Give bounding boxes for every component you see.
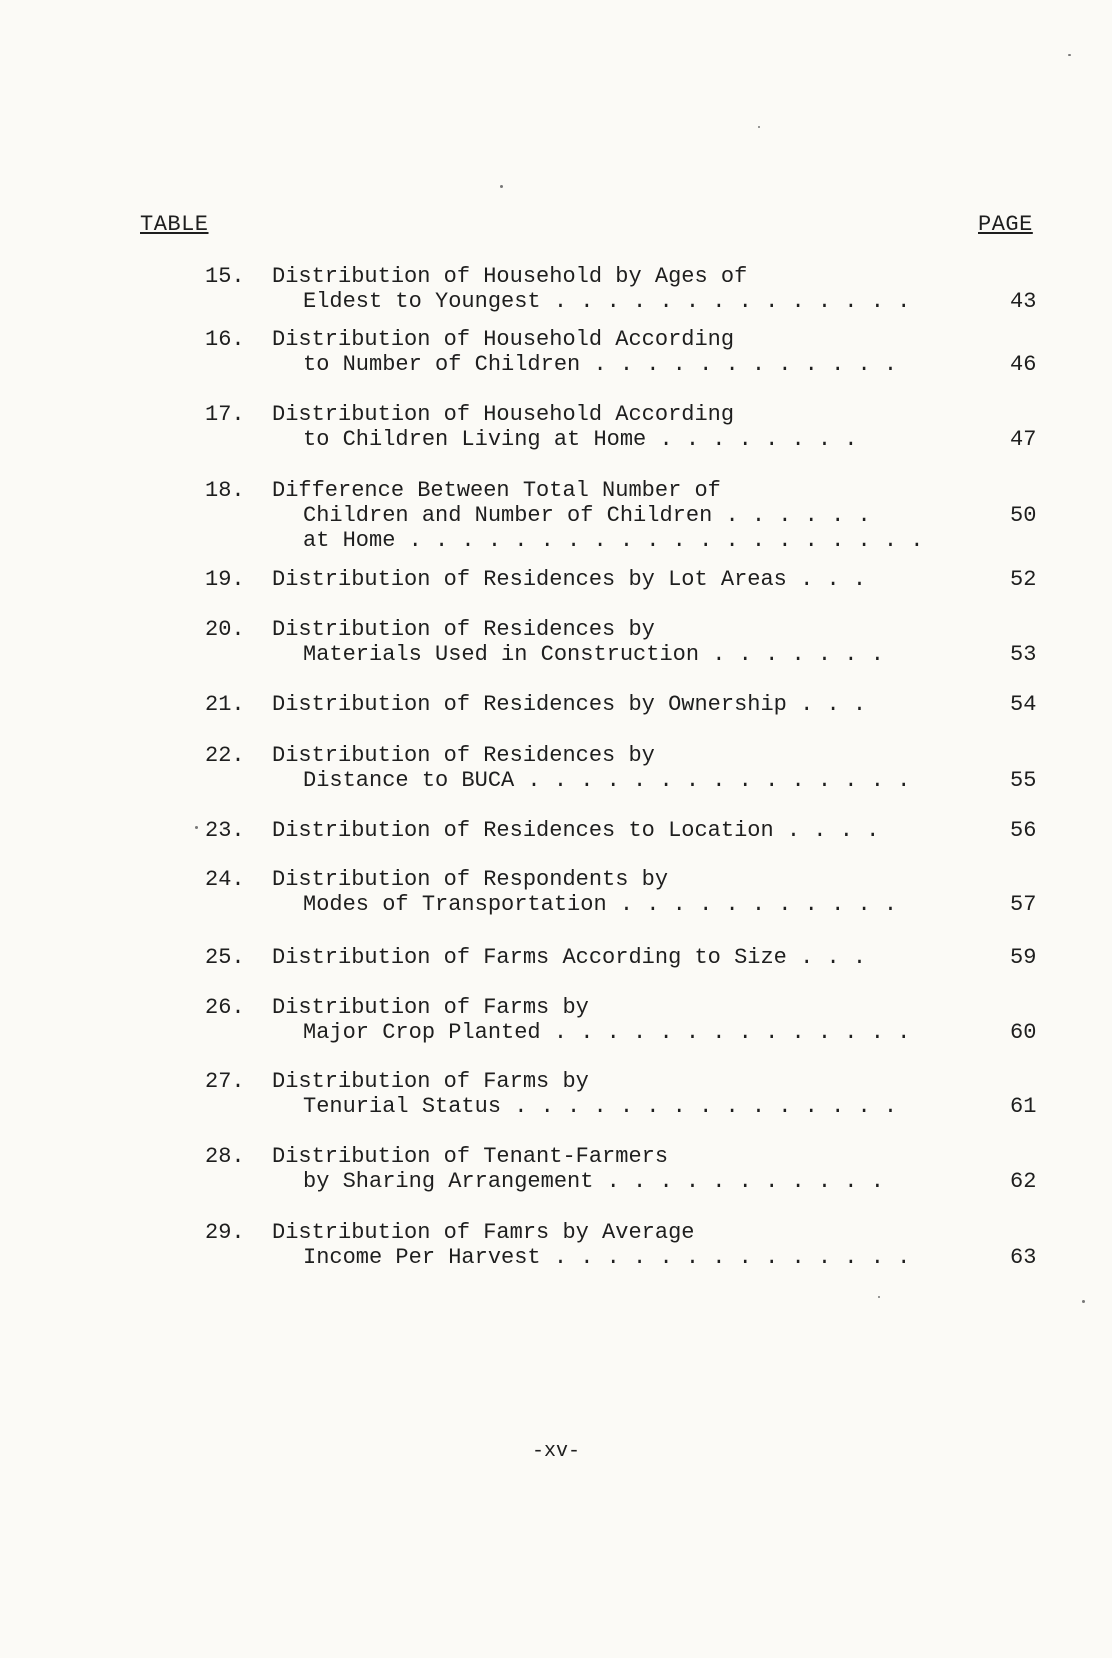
table-title xyxy=(272,264,972,314)
table-number: 16. xyxy=(205,327,245,352)
table-title-line: Income Per Harvest . . . . . . . . . . . . . . xyxy=(303,1245,911,1270)
scan-speck xyxy=(1082,1300,1085,1303)
table-title xyxy=(272,478,972,553)
page-number: 56 xyxy=(1010,818,1037,843)
table-title-line: Distribution of Farms by xyxy=(272,995,589,1020)
table-title-line: Materials Used in Construction . . . . . . . xyxy=(303,642,884,667)
table-title-line: Modes of Transportation . . . . . . . . . . . xyxy=(303,892,898,917)
table-title xyxy=(272,692,972,717)
table-number: 26. xyxy=(205,995,245,1020)
table-title xyxy=(272,617,972,667)
table-number: 28. xyxy=(205,1144,245,1169)
table-title xyxy=(272,1220,972,1270)
page-number: 46 xyxy=(1010,352,1037,377)
page-number: 54 xyxy=(1010,692,1037,717)
table-title-line: Distribution of Residences by Ownership . . . xyxy=(272,692,867,717)
page-number-footer: -xv- xyxy=(531,1440,580,1463)
table-title xyxy=(272,995,972,1045)
table-number: 25. xyxy=(205,945,245,970)
table-number: 17. xyxy=(205,402,245,427)
table-title-line: Distance to BUCA . . . . . . . . . . . . . . . xyxy=(303,768,911,793)
table-title-line: Distribution of Residences by xyxy=(272,743,655,768)
table-title xyxy=(272,1069,972,1119)
table-title-line: Distribution of Residences to Location . . . . xyxy=(272,818,880,843)
scan-speck xyxy=(1068,54,1071,56)
page-number: 59 xyxy=(1010,945,1037,970)
page-number: 62 xyxy=(1010,1169,1037,1194)
page-number: 47 xyxy=(1010,427,1037,452)
table-number: 29. xyxy=(205,1220,245,1245)
page-number: 60 xyxy=(1010,1020,1037,1045)
table-title xyxy=(272,867,972,917)
table-column-header: TABLE xyxy=(140,212,209,237)
table-title-line: Distribution of Household According xyxy=(272,402,735,427)
table-title-line: to Number of Children . . . . . . . . . . . . xyxy=(303,352,898,377)
table-title xyxy=(272,1144,972,1194)
table-title xyxy=(272,945,972,970)
table-title-line: Distribution of Household According xyxy=(272,327,735,352)
table-title xyxy=(272,327,972,377)
table-title-line: Distribution of Famrs by Average xyxy=(272,1220,695,1245)
page-number: 43 xyxy=(1010,289,1037,314)
table-title-line: Distribution of Household by Ages of xyxy=(272,264,748,289)
scan-speck xyxy=(878,1296,880,1298)
table-title-line: Difference Between Total Number of xyxy=(272,478,721,503)
scan-speck xyxy=(758,126,760,128)
table-title-line: Distribution of Residences by Lot Areas . . . xyxy=(272,567,867,592)
page-number: 50 xyxy=(1010,503,1037,528)
table-title-line: Tenurial Status . . . . . . . . . . . . . . . xyxy=(303,1094,898,1119)
table-title-line: Distribution of Respondents by xyxy=(272,867,669,892)
table-title-line: at Home . . . . . . . . . . . . . . . . . . . . xyxy=(303,528,924,553)
scan-speck xyxy=(195,826,198,829)
table-number: 22. xyxy=(205,743,245,768)
table-title-line: by Sharing Arrangement . . . . . . . . . . . xyxy=(303,1169,884,1194)
page-number: 63 xyxy=(1010,1245,1037,1270)
page-number: 61 xyxy=(1010,1094,1037,1119)
table-title-line: to Children Living at Home . . . . . . . . xyxy=(303,427,858,452)
page-number: 57 xyxy=(1010,892,1037,917)
table-title xyxy=(272,402,972,452)
table-number: 27. xyxy=(205,1069,245,1094)
table-title-line: Distribution of Farms According to Size . . . xyxy=(272,945,867,970)
table-title-line: Eldest to Youngest . . . . . . . . . . . . . . xyxy=(303,289,911,314)
table-number: 15. xyxy=(205,264,245,289)
table-title-line: Major Crop Planted . . . . . . . . . . . . . . xyxy=(303,1020,911,1045)
table-title-line: Children and Number of Children . . . . . . xyxy=(303,503,871,528)
table-number: 24. xyxy=(205,867,245,892)
page-number: 53 xyxy=(1010,642,1037,667)
table-title-line: Distribution of Tenant-Farmers xyxy=(272,1144,669,1169)
table-number: 18. xyxy=(205,478,245,503)
page-number: 55 xyxy=(1010,768,1037,793)
table-title xyxy=(272,743,972,793)
table-title-line: Distribution of Residences by xyxy=(272,617,655,642)
table-number: 21. xyxy=(205,692,245,717)
page-number: 52 xyxy=(1010,567,1037,592)
table-title xyxy=(272,818,972,843)
page-column-header: PAGE xyxy=(978,212,1033,237)
table-number: 20. xyxy=(205,617,245,642)
table-title xyxy=(272,567,972,592)
table-title-line: Distribution of Farms by xyxy=(272,1069,589,1094)
table-number: 19. xyxy=(205,567,245,592)
table-number: 23. xyxy=(205,818,245,843)
scan-speck xyxy=(500,185,503,188)
